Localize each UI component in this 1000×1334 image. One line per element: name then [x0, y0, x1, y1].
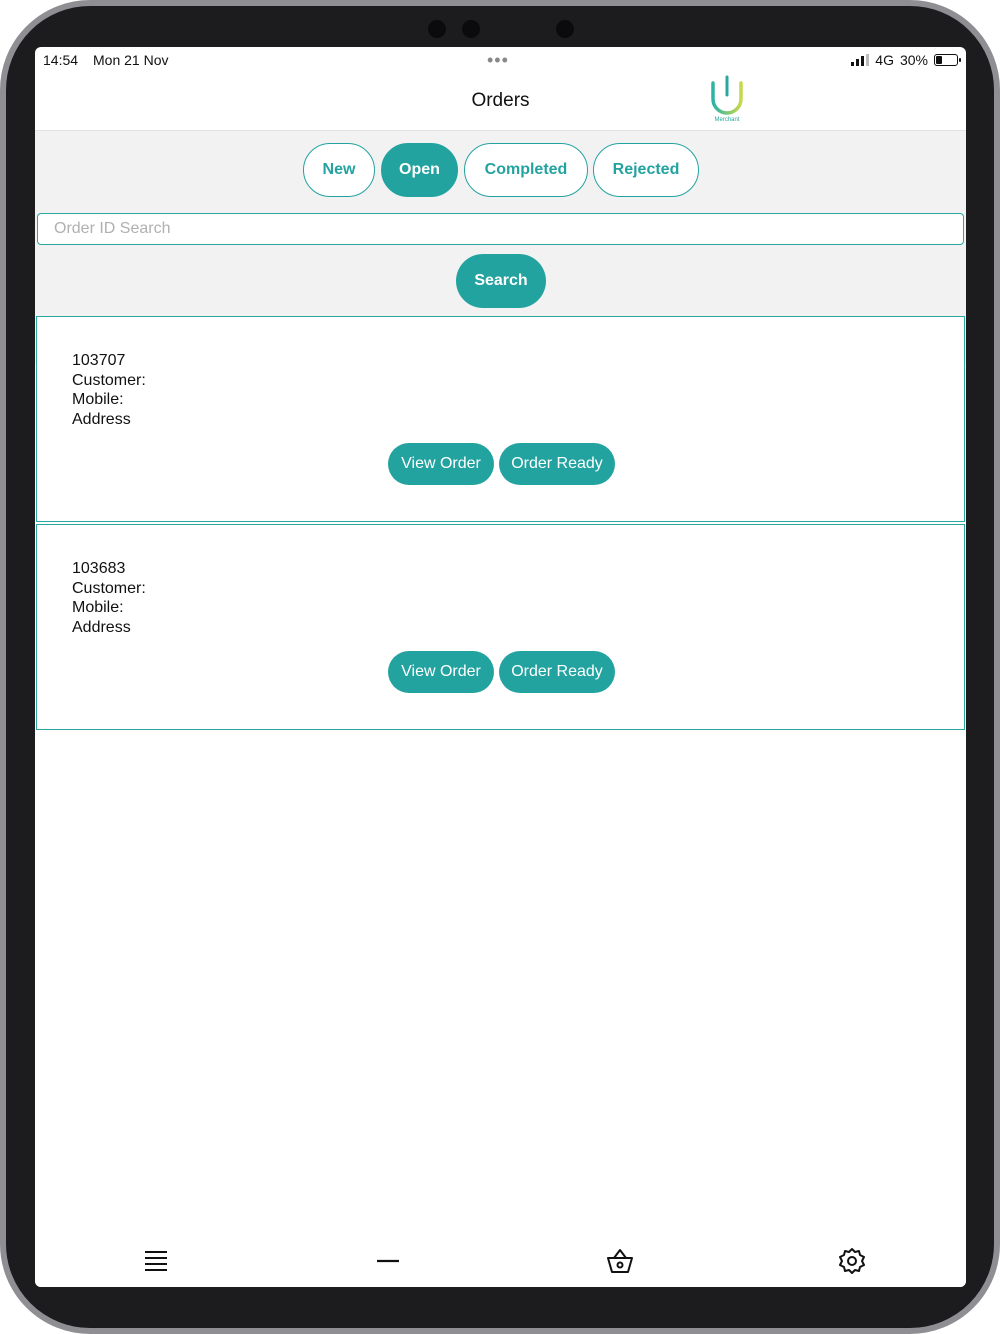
search-button[interactable]	[456, 254, 546, 308]
order-card	[36, 524, 965, 730]
status-time: 14:54	[43, 52, 79, 68]
order-id: 103707	[72, 352, 126, 369]
logo-text: Merchant	[714, 117, 740, 123]
camera-sensor-2	[556, 20, 574, 38]
order-mobile: Mobile:	[72, 599, 124, 616]
search-button-label: Search	[474, 272, 528, 289]
tab-completed-label: Completed	[484, 161, 568, 178]
status-date: Mon 21 Nov	[93, 52, 169, 68]
multitasking-dots-icon[interactable]: •••	[487, 50, 509, 70]
order-details	[72, 351, 146, 429]
status-indicators	[851, 52, 958, 68]
order-ready-label: Order Ready	[511, 663, 603, 680]
logo-mark-icon	[705, 75, 749, 119]
menu-icon[interactable]	[141, 1246, 171, 1276]
basket-icon[interactable]	[605, 1246, 635, 1276]
tab-open[interactable]	[381, 143, 458, 197]
order-ready-button[interactable]	[499, 651, 615, 693]
tab-new-label: New	[322, 161, 356, 178]
bottom-tab-bar	[35, 1237, 966, 1287]
tab-rejected[interactable]	[593, 143, 699, 197]
view-order-label: View Order	[401, 455, 481, 472]
app-screen	[35, 47, 966, 1287]
status-bar	[35, 47, 966, 73]
order-customer: Customer:	[72, 579, 146, 597]
order-id-search-input[interactable]	[37, 213, 964, 245]
merchant-logo	[705, 75, 749, 127]
view-order-button[interactable]	[388, 443, 494, 485]
order-id: 103683	[72, 560, 126, 577]
order-address: Address	[72, 410, 131, 428]
order-address: Address	[72, 618, 131, 636]
battery-percent: 30%	[899, 52, 928, 68]
order-mobile: Mobile:	[72, 391, 124, 408]
tab-completed[interactable]	[464, 143, 588, 197]
minus-icon[interactable]	[373, 1246, 403, 1276]
settings-icon[interactable]	[837, 1246, 867, 1276]
camera-sensor	[428, 20, 446, 38]
order-ready-button[interactable]	[499, 443, 615, 485]
order-details	[72, 559, 146, 637]
order-customer: Customer:	[72, 371, 146, 389]
order-ready-label: Order Ready	[511, 455, 603, 472]
camera-bar	[6, 6, 994, 53]
battery-level	[936, 56, 942, 64]
tab-rejected-label: Rejected	[612, 161, 680, 178]
camera-lens	[462, 20, 480, 38]
battery-icon	[934, 54, 958, 66]
nav-header	[35, 73, 966, 131]
order-card	[36, 316, 965, 522]
view-order-label: View Order	[401, 663, 481, 680]
tab-open-label: Open	[399, 161, 440, 178]
signal-icon	[851, 54, 869, 66]
network-type: 4G	[875, 52, 894, 68]
tab-new[interactable]	[303, 143, 375, 197]
view-order-button[interactable]	[388, 651, 494, 693]
page-title: Orders	[471, 90, 530, 111]
